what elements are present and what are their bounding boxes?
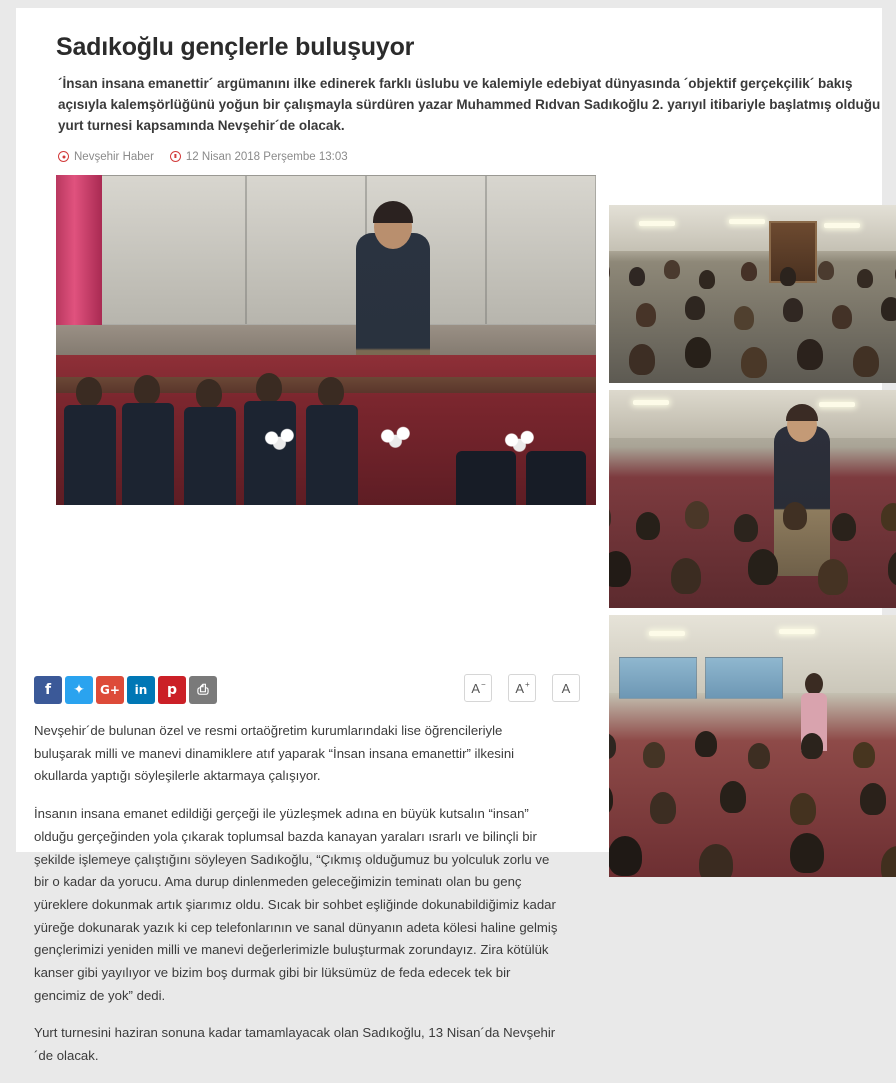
person <box>783 298 803 322</box>
audience-head <box>134 375 160 405</box>
font-increase-sup: + <box>525 679 530 689</box>
facebook-icon[interactable]: f <box>34 676 62 704</box>
person <box>609 551 631 587</box>
article-body <box>34 720 562 1083</box>
audience-head <box>256 373 282 403</box>
person <box>685 501 709 529</box>
person <box>695 731 717 757</box>
person <box>636 512 660 540</box>
person <box>609 836 642 876</box>
person <box>741 262 757 281</box>
person <box>818 559 848 595</box>
wall-panel <box>246 175 366 325</box>
article-container <box>16 8 882 1064</box>
ceiling-light <box>633 400 669 405</box>
person <box>609 733 616 759</box>
ceiling-light <box>639 221 675 226</box>
flower-arrangement <box>256 425 308 451</box>
ceiling-light <box>729 219 765 224</box>
person <box>801 733 823 759</box>
person <box>797 339 823 370</box>
font-decrease-sup: − <box>481 679 486 689</box>
person <box>685 296 705 320</box>
audience-body <box>184 407 236 505</box>
chair-back <box>456 451 516 505</box>
person <box>790 793 816 825</box>
person <box>748 743 770 769</box>
google-plus-icon[interactable]: G+ <box>96 676 124 704</box>
photo-speaker-on-stage[interactable] <box>56 175 596 505</box>
person <box>832 513 856 541</box>
ceiling-light <box>824 223 860 228</box>
crowd <box>609 730 896 877</box>
font-reset-label: A <box>561 680 571 696</box>
source-label: Nevşehir Haber <box>74 150 154 163</box>
flower-arrangement <box>496 427 548 453</box>
person <box>685 337 711 368</box>
font-decrease-button[interactable] <box>464 674 492 702</box>
print-icon[interactable]: ⎙ <box>189 676 217 704</box>
person <box>832 305 852 329</box>
person <box>699 270 715 289</box>
person <box>881 846 896 877</box>
person <box>664 260 680 279</box>
person <box>671 558 701 594</box>
audience-body <box>122 403 174 505</box>
audience-head <box>76 377 102 407</box>
audience-rows <box>56 355 596 505</box>
wall-panel <box>486 175 596 325</box>
flower-arrangement <box>372 423 424 449</box>
wall-panel <box>96 175 246 325</box>
person <box>780 267 796 286</box>
person <box>734 514 758 542</box>
person <box>741 347 767 378</box>
person <box>783 502 807 530</box>
pinterest-icon[interactable]: p <box>158 676 186 704</box>
person <box>629 344 655 375</box>
font-reset-button[interactable] <box>552 674 580 702</box>
person <box>888 550 896 586</box>
meta-source <box>58 151 154 163</box>
person <box>643 742 665 768</box>
body-paragraph: Nevşehir´de bulunan özel ve resmi ortaöğretim kurumlarındaki lise öğrencileriyle buluşarak milli ve manevi dinamiklere atıf yaparak “İnsan insana emanettir” ilkesini okullarda yaptığı söyleşilerle aktarmaya çalışıyor. <box>34 723 515 784</box>
article-toolbar <box>34 676 874 706</box>
person <box>860 783 886 815</box>
person <box>699 844 733 876</box>
chair-back <box>526 451 586 505</box>
ceiling-light <box>779 629 815 634</box>
person <box>853 346 879 377</box>
date-label: 12 Nisan 2018 Perşembe 13:03 <box>185 150 348 163</box>
person <box>853 742 875 768</box>
person <box>857 269 873 288</box>
article-meta <box>58 151 860 163</box>
audience-body <box>244 401 296 505</box>
person <box>720 781 746 813</box>
crowd <box>609 255 896 383</box>
person <box>734 306 754 330</box>
person <box>609 262 610 281</box>
person <box>790 833 824 873</box>
person <box>748 549 778 585</box>
body-paragraph: İnsanın insana emanet edildiği gerçeği ile yüzleşmek adına en büyük kutsalın “insan” olduğu gerçeğinden yola çıkarak toplumsal bazda kanayan yaraları ısrarlı ve bilinçli bir şekilde işlemeye çalıştığını söyleyen Sadıkoğlu, “Çıkmış olduğumuz bu yolculuk zorlu ve bir o kadar da yorucu. Ama durup dinlenmeden geleceğimizin teminatı olan bu genç yüreklere dokunmak artık şiarımız oldu. Sıcak bir sohbet eşliğinde dokunabildiğimiz kadar yüreğe dokunarak yazık ki cep telefonlarının ve sanal dünyanın adeta kölesi haline gelmiş gençlerimizi yeniden milli ve manevi değerlerimizle buluşturmak zorundayız. Zira kötülük kanser gibi yayılıyor ve bizim boş durmak gibi bir lüksümüz de feda edecek tek bir gencimiz de yok” dedi. <box>34 806 558 1003</box>
photo-speaker-among-students[interactable] <box>609 390 896 608</box>
linkedin-icon[interactable]: in <box>127 676 155 704</box>
photo-audience-hall[interactable] <box>609 205 896 383</box>
clock-icon <box>170 151 181 162</box>
font-decrease-label: A <box>471 680 480 696</box>
person <box>881 297 896 321</box>
person <box>609 503 611 531</box>
person <box>818 261 834 280</box>
person <box>609 783 613 815</box>
page-title: Sadıkoğlu gençlerle buluşuyor <box>56 33 415 61</box>
ceiling-light <box>819 402 855 407</box>
font-increase-label: A <box>515 680 524 696</box>
font-size-controls <box>464 674 580 702</box>
audience-body <box>64 405 116 505</box>
crowd <box>609 499 896 608</box>
person <box>629 267 645 286</box>
audience-body <box>306 405 358 505</box>
meta-date <box>170 151 348 163</box>
audience-head <box>196 379 222 409</box>
ceiling <box>609 390 896 438</box>
person <box>650 792 676 824</box>
body-paragraph: Yurt turnesini haziran sonuna kadar tamamlayacak olan Sadıkoğlu, 13 Nisan´da Nevşehir´de olacak. <box>34 1025 556 1064</box>
font-increase-button[interactable] <box>508 674 536 702</box>
article-summary: ´İnsan insana emanettir´ argümanını ilke edinerek farklı üslubu ve kalemiyle edebiyat dünyasında ´objektif gerçekçilik´ bakış açısıyla kalemşörlüğünü yoğun bir çalışmayla sürdüren yazar Muhammed Rıdvan Sadıkoğlu 2. yarıyıl itibariyle başlatmış olduğu yurt turnesi kapsamında Nevşehir´de olacak. <box>58 76 881 133</box>
ceiling <box>609 205 896 251</box>
share-buttons <box>34 676 217 704</box>
person <box>881 503 896 531</box>
source-icon <box>58 151 69 162</box>
photo-students-seated[interactable] <box>609 615 896 877</box>
audience-head <box>318 377 344 407</box>
twitter-icon[interactable]: ✦ <box>65 676 93 704</box>
ceiling-light <box>649 631 685 636</box>
person <box>636 303 656 327</box>
